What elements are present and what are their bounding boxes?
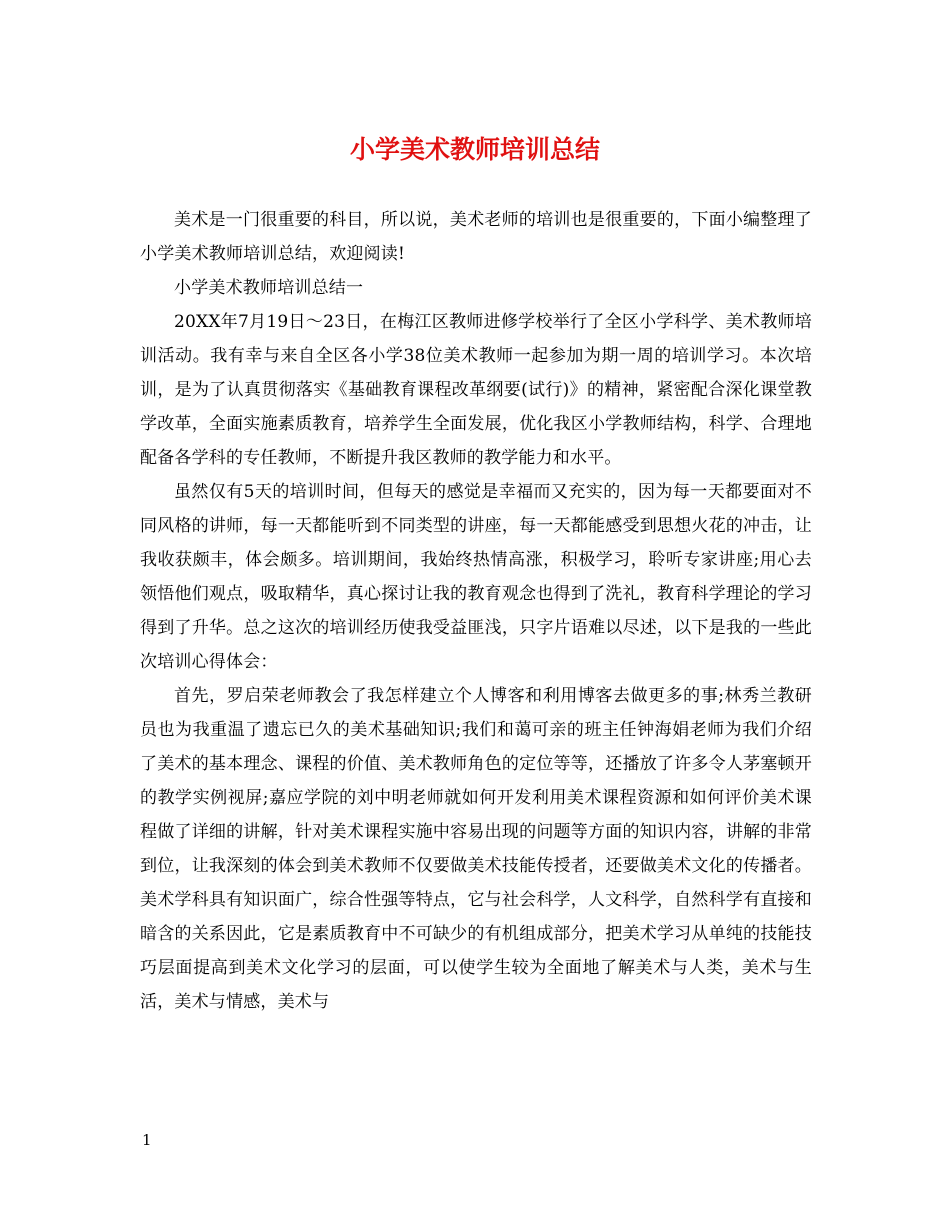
- paragraph-training-overview: 20XX年7月19日～23日，在梅江区教师进修学校举行了全区小学科学、美术教师培训活动。我有幸与来自全区各小学38位美术教师一起参加为期一周的培训学习。本次培训，是为了认真贯彻落实《基础教育课程改革纲要(试行)》的精神，紧密配合深化课堂教学改革，全面实施素质教育，培养学生全面发展，优化我区小学教师结构，科学、合理地配备各学科的专任教师，不断提升我区教师的教学能力和水平。: [140, 312, 812, 468]
- paragraph-training-content: 首先，罗启荣老师教会了我怎样建立个人博客和利用博客去做更多的事;林秀兰教研员也为我重温了遗忘已久的美术基础知识;我们和蔼可亲的班主任钟海娟老师为我们介绍了美术的基本理念、课程的价值、美术教师角色的定位等等，还播放了许多令人茅塞顿开的教学实例视屏;嘉应学院的刘中明老师就如何开发利用美术课程资源和如何评价美术课程做了详细的讲解，针对美术课程实施中容易出现的问题等方面的知识内容，讲解的非常到位，让我深刻的体会到美术教师不仅要做美术技能传授者，还要做美术文化的传播者。美术学科具有知识面广，综合性强等特点，它与社会科学，人文科学，自然科学有直接和暗含的关系因此，它是素质教育中不可缺少的有机组成部分，把美术学习从单纯的技能技巧层面提高到美术文化学习的层面，可以使学生较为全面地了解美术与人类，美术与生活，美术与情感，美术与: [140, 686, 812, 1012]
- section-heading: 小学美术教师培训总结一: [174, 278, 364, 298]
- document-title: 小学美术教师培训总结: [349, 135, 600, 164]
- paragraph-intro: 美术是一门很重要的科目，所以说，美术老师的培训也是很重要的，下面小编整理了小学美术教师培训总结，欢迎阅读!: [140, 210, 812, 264]
- document-body: [140, 203, 812, 1019]
- paragraph-training-experience: 虽然仅有5天的培训时间，但每天的感觉是幸福而又充实的，因为每一天都要面对不同风格的讲师，每一天都能听到不同类型的讲座，每一天都能感受到思想火花的冲击，让我收获颇丰，体会颇多。培训期间，我始终热情高涨，积极学习，聆听专家讲座;用心去领悟他们观点，吸取精华，真心探讨让我的教育观念也得到了洗礼，教育科学理论的学习得到了升华。总之这次的培训经历使我受益匪浅，只字片语难以尽述，以下是我的一些此次培训心得体会：: [140, 482, 812, 672]
- page-number: 1: [142, 1131, 152, 1149]
